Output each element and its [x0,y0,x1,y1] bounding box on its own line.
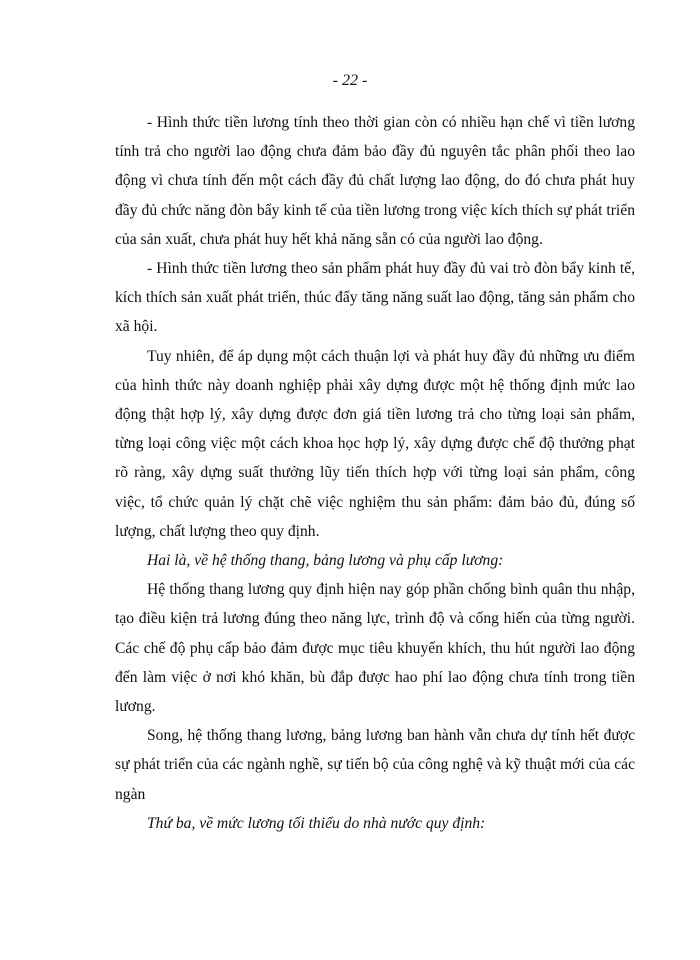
heading-third-point: Thứ ba, về mức lương tối thiểu do nhà nước quy định: [147,814,486,832]
page-number: - 22 - [332,72,368,89]
paragraph-wage-scale: Hệ thống thang lương quy định hiện nay góp phần chống bình quân thu nhập, tạo điều kiện trả lương đúng theo năng lực, trình độ và cống hiến của từng người. Các chế độ phụ cấp bảo đảm được mục tiêu khuyến khích, thu hút người lao động đến làm việc ở nơi khó khăn, bù đắp được hao phí lao động chưa tính trong tiền lương. [115,581,635,716]
paragraph-wage-scale-limitations: Song, hệ thống thang lương, bảng lương ban hành vẫn chưa dự tính hết được sự phát triển của các ngành nghề, sự tiến bộ của công nghệ và kỹ thuật mới của các ngàn [115,727,635,803]
body-text [115,108,635,838]
heading-second-point: Hai là, về hệ thống thang, bảng lương và phụ cấp lương: [147,552,504,570]
paragraph-time-based-wage: - Hình thức tiền lương tính theo thời gian còn có nhiều hạn chế vì tiền lương tính trả cho người lao động chưa đảm bảo đầy đủ nguyên tắc phân phối theo lao động vì chưa tính đến một cách đầy đủ chất lượng lao động, do đó chưa phát huy đầy đủ chức năng đòn bẩy kinh tế của tiền lương trong việc kích thích sự phát triển của sản xuất, chưa phát huy hết khả năng sẵn có của người lao động. [115,114,635,248]
paragraph-product-based-wage: - Hình thức tiền lương theo sản phẩm phát huy đầy đủ vai trò đòn bẩy kinh tế, kích thích sản xuất phát triển, thúc đẩy tăng năng suất lao động, tăng sản phẩm cho xã hội. [115,260,635,336]
paragraph-however: Tuy nhiên, để áp dụng một cách thuận lợi và phát huy đầy đủ những ưu điểm của hình thức này doanh nghiệp phải xây dựng được một hệ thống định mức lao động thật hợp lý, xây dựng được đơn giá tiền lương trả cho từng loại sản phẩm, từng loại công việc một cách khoa học hợp lý, xây dựng được chế độ thưởng phạt rõ ràng, xây dựng suất thưởng lũy tiến thích hợp với từng loại sản phẩm, công việc, tổ chức quản lý chặt chẽ việc nghiệm thu sản phẩm: đảm bảo đủ, đúng số lượng, chất lượng theo quy định. [115,347,635,540]
